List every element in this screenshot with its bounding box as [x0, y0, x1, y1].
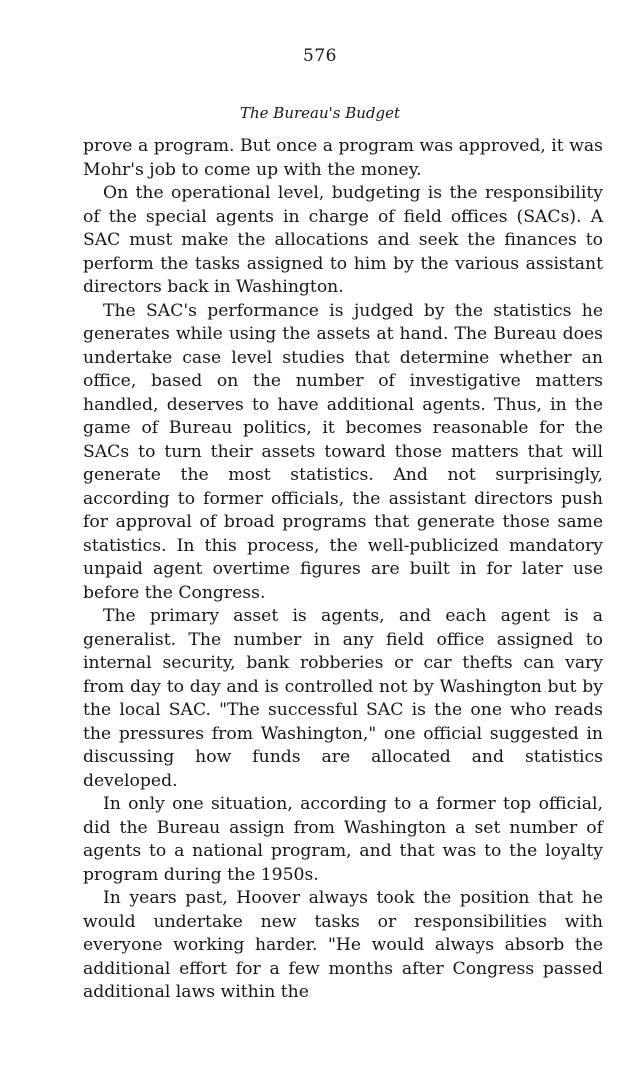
running-head: The Bureau's Budget [239, 104, 401, 122]
paragraph: In only one situation, according to a former top official, did the Bureau assign from Washington a set number of agents to a national program, and that was to the loyalty program during the 1950s. [83, 794, 603, 885]
body-text [83, 135, 603, 1005]
paragraph: The SAC's performance is judged by the statistics he generates while using the assets at hand. The Bureau does undertake case level studies that determine whether an office, based on the number of investigative matters handled, deserves to have additional agents. Thus, in the game of Bureau politics, it becomes reasonable for the SACs to turn their assets toward those matters that will generate the most statistics. And not surprisingly, according to former officials, the assistant directors push for approval of broad programs that generate those same statistics. In this process, the well-publicized mandatory unpaid agent overtime figures are built in for later use before the Congress. [83, 300, 603, 603]
paragraph: The primary asset is agents, and each agent is a generalist. The number in any field office assigned to internal security, bank robberies or car thefts can vary from day to day and is controlled not by Washington but by the local SAC. "The successful SAC is the one who reads the pressures from Washington," one official suggested in discussing how funds are allocated and statistics developed. [83, 606, 603, 791]
paragraph: In years past, Hoover always took the position that he would undertake new tasks or responsibilities with everyone working harder. "He would always absorb the additional effort for a few months after Congress passed additional laws within the [83, 888, 603, 1002]
paragraph: On the operational level, budgeting is the responsibility of the special agents in charge of field offices (SACs). A SAC must make the allocations and seek the finances to perform the tasks assigned to him by the various assistant directors back in Washington. [83, 183, 603, 297]
paragraph: prove a program. But once a program was approved, it was Mohr's job to come up with the money. [83, 136, 603, 180]
page-number: 576 [303, 46, 337, 66]
